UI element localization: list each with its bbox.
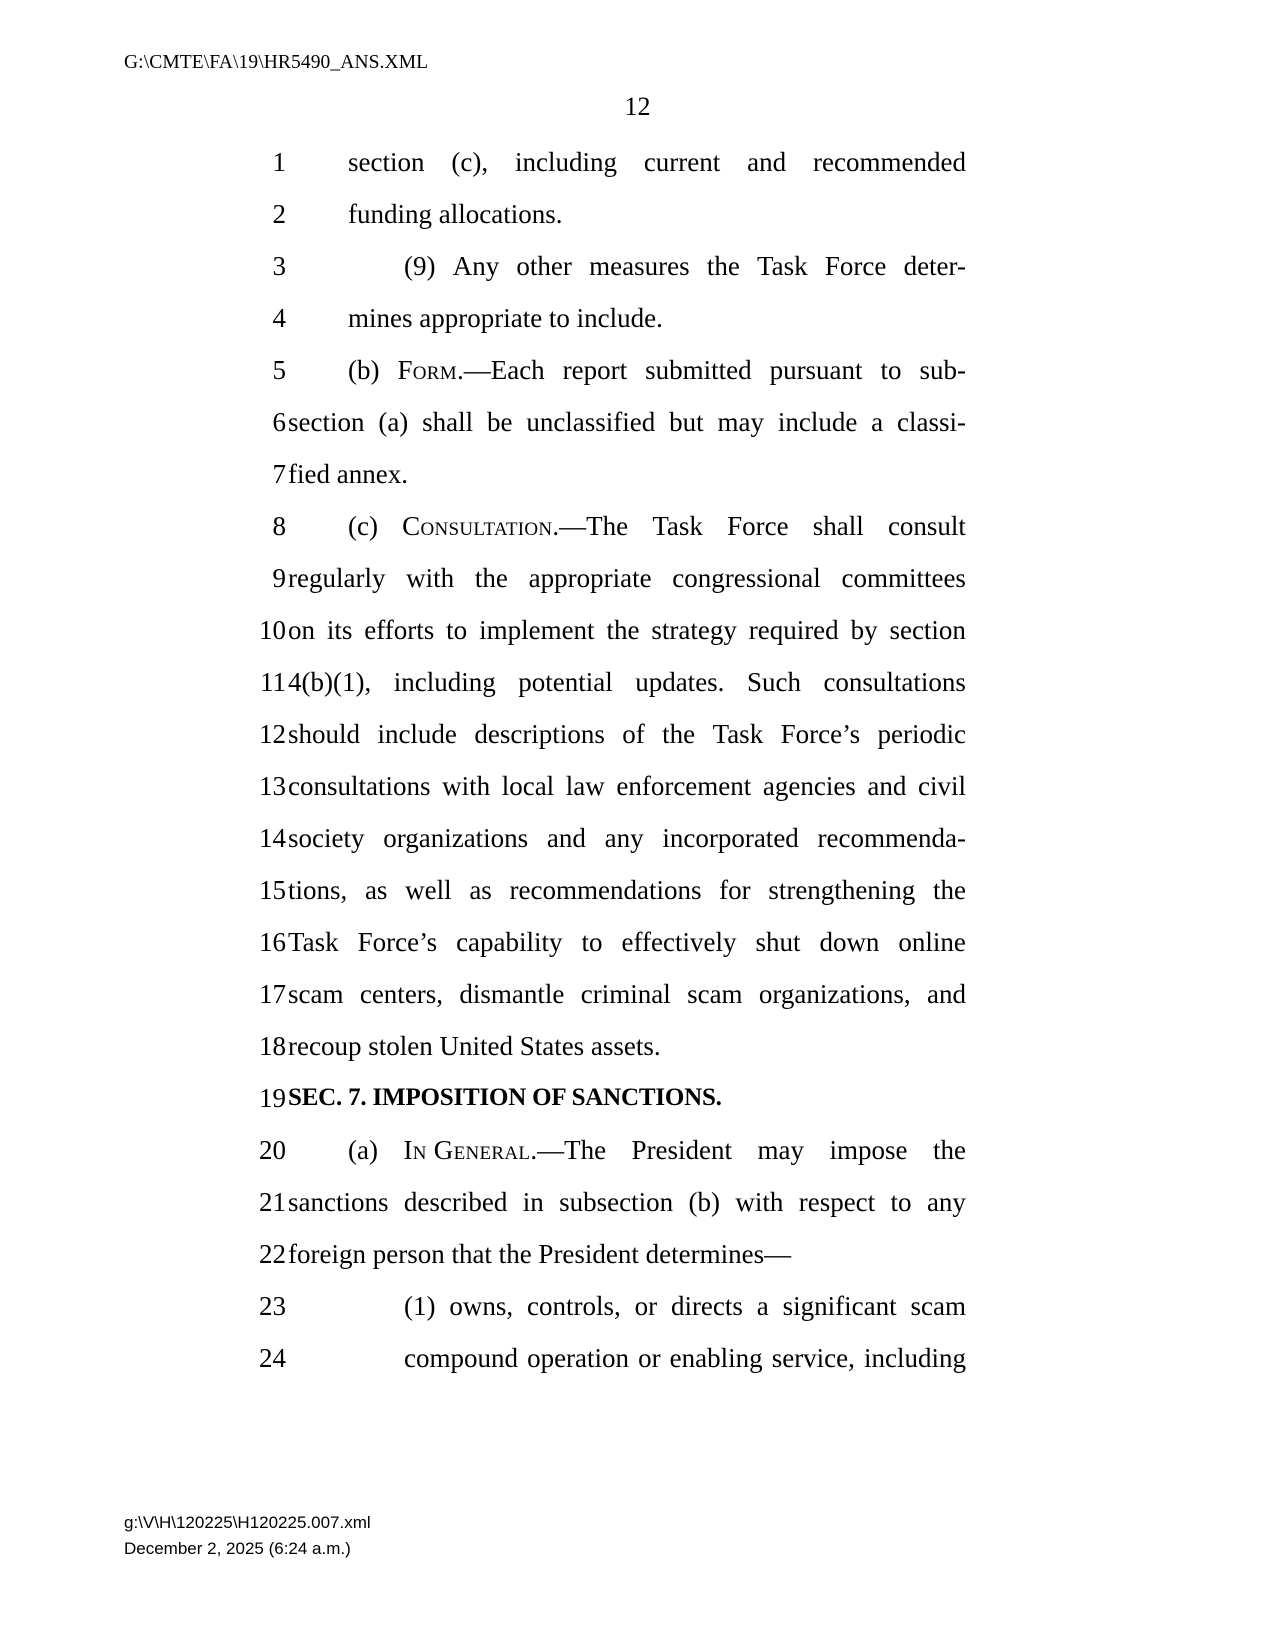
line-word: Force’s	[780, 719, 861, 749]
line-number: 6	[272, 407, 286, 437]
line-word: Form.—Each	[397, 355, 545, 385]
line-word: consult	[887, 511, 966, 541]
line-word: in	[522, 1187, 544, 1217]
line-word: enabling	[669, 1343, 763, 1373]
line-text	[288, 292, 966, 344]
line-text	[288, 604, 966, 656]
bill-line	[0, 500, 1275, 552]
line-word: and	[546, 823, 586, 853]
line-word: to	[581, 927, 603, 957]
line-number: 7	[272, 459, 286, 489]
line-word: implement	[479, 615, 595, 645]
line-word: strategy	[651, 615, 737, 645]
line-word: scam	[687, 979, 743, 1009]
line-content: funding allocations.	[348, 199, 563, 229]
line-number: 5	[272, 355, 286, 385]
line-word: measures	[589, 251, 690, 281]
line-number: 20	[259, 1135, 286, 1165]
line-word: enforcement	[616, 771, 752, 801]
line-word: descriptions	[474, 719, 605, 749]
line-text	[288, 1228, 966, 1280]
line-word: sub-	[919, 355, 966, 385]
footer-file-path: g:\V\H\120225\H120225.007.xml	[124, 1513, 371, 1532]
line-content: recoup stolen United States assets.	[288, 1031, 661, 1061]
line-word: the	[932, 1135, 966, 1165]
line-word: shut	[755, 927, 801, 957]
line-word: criminal	[580, 979, 671, 1009]
line-word: directs	[670, 1291, 743, 1321]
line-word: sanctions	[288, 1187, 389, 1217]
line-number: 24	[259, 1343, 286, 1373]
bill-line	[0, 1332, 1275, 1384]
line-word: owns,	[449, 1291, 514, 1321]
line-word: efforts	[364, 615, 435, 645]
line-word: Force’s	[357, 927, 438, 957]
line-word: Force	[824, 251, 887, 281]
document-header-path: G:\CMTE\FA\19\HR5490_ANS.XML	[124, 52, 429, 73]
line-word: President	[631, 1135, 733, 1165]
line-word: Task	[712, 719, 764, 749]
line-word: Any	[452, 251, 500, 281]
line-word: scam	[910, 1291, 966, 1321]
line-word: (c)	[348, 511, 378, 541]
bill-line	[0, 136, 1275, 188]
line-word: the	[706, 251, 740, 281]
line-word: significant	[782, 1291, 897, 1321]
line-text	[288, 968, 966, 1020]
line-text	[288, 708, 966, 760]
line-number: 14	[259, 823, 286, 853]
line-word: and	[867, 771, 907, 801]
line-word: other	[516, 251, 572, 281]
line-word: Force	[727, 511, 789, 541]
bill-line	[0, 396, 1275, 448]
line-word: by	[850, 615, 878, 645]
line-number: 3	[272, 251, 286, 281]
line-word: local	[501, 771, 555, 801]
line-word: to	[880, 355, 902, 385]
line-word: impose	[829, 1135, 908, 1165]
line-text	[288, 760, 966, 812]
line-word: incorporated	[662, 823, 799, 853]
line-word: Task	[757, 251, 808, 281]
line-text	[288, 552, 966, 604]
line-word: Task	[288, 927, 339, 957]
line-word: (a)	[378, 407, 409, 437]
line-word: classi-	[896, 407, 966, 437]
line-word: shall	[812, 511, 864, 541]
line-number: 1	[272, 147, 286, 177]
line-word: with	[735, 1187, 784, 1217]
line-word: organizations	[383, 823, 529, 853]
line-text	[288, 396, 966, 448]
bill-line	[0, 604, 1275, 656]
line-text	[288, 1124, 966, 1176]
line-word: effectively	[621, 927, 737, 957]
line-word: to	[890, 1187, 912, 1217]
bill-line	[0, 1124, 1275, 1176]
line-word: appropriate	[528, 563, 652, 593]
small-caps-term: Consultation	[402, 511, 553, 541]
line-text	[288, 136, 966, 188]
line-word: including	[393, 667, 496, 697]
line-word: periodic	[877, 719, 966, 749]
line-word: include	[377, 719, 457, 749]
line-word: subsection	[559, 1187, 674, 1217]
line-text	[288, 864, 966, 916]
bill-line	[0, 812, 1275, 864]
line-number: 13	[259, 771, 286, 801]
line-word: well	[405, 875, 452, 905]
line-word: committees	[841, 563, 966, 593]
line-word: section	[348, 147, 425, 177]
line-word: for	[719, 875, 751, 905]
line-word: consultations	[288, 771, 431, 801]
page-number: 12	[624, 92, 651, 121]
line-text	[288, 656, 966, 708]
line-number: 18	[259, 1031, 286, 1061]
line-word: (b)	[688, 1187, 720, 1217]
line-word: include	[777, 407, 858, 437]
line-text	[288, 344, 966, 396]
line-word: as	[364, 875, 388, 905]
bill-line	[0, 656, 1275, 708]
line-number: 9	[272, 563, 286, 593]
line-number: 19	[259, 1083, 286, 1113]
line-number: 11	[260, 667, 286, 697]
line-word: a	[756, 1291, 769, 1321]
line-word: but	[669, 407, 704, 437]
line-word: Consultation.—The	[402, 511, 629, 541]
line-word: required	[748, 615, 839, 645]
line-word: with	[442, 771, 491, 801]
line-word: the	[662, 719, 696, 749]
line-text	[288, 188, 966, 240]
bill-line	[0, 1228, 1275, 1280]
line-word: described	[403, 1187, 508, 1217]
bill-line	[0, 448, 1275, 500]
bill-line	[0, 188, 1275, 240]
line-word: current	[643, 147, 721, 177]
line-word: shall	[422, 407, 474, 437]
bill-line	[0, 1176, 1275, 1228]
line-word: (9)	[404, 251, 436, 281]
line-word: respect	[798, 1187, 876, 1217]
line-word: (1)	[404, 1291, 436, 1321]
line-text	[288, 240, 966, 292]
bill-line	[0, 552, 1275, 604]
line-word: dismantle	[459, 979, 565, 1009]
line-word: controls,	[526, 1291, 621, 1321]
line-word: society	[288, 823, 365, 853]
line-word: be	[486, 407, 513, 437]
bill-line	[0, 968, 1275, 1020]
line-word: on	[288, 615, 315, 645]
bill-line	[0, 1280, 1275, 1332]
line-word: a	[871, 407, 884, 437]
line-word: online	[898, 927, 966, 957]
line-word: law	[565, 771, 605, 801]
line-word: consultations	[823, 667, 966, 697]
line-word: section	[288, 407, 365, 437]
line-word: submitted	[645, 355, 752, 385]
line-word: or	[634, 1291, 658, 1321]
line-word: compound	[404, 1343, 518, 1373]
line-word: congressional	[672, 563, 821, 593]
line-word: tions,	[288, 875, 348, 905]
line-text	[288, 1280, 966, 1332]
line-word: 4(b)(1),	[288, 667, 372, 697]
line-content: fied annex.	[288, 459, 408, 489]
bill-line	[0, 760, 1275, 812]
line-word: civil	[918, 771, 966, 801]
line-word: and	[747, 147, 787, 177]
line-word: as	[469, 875, 492, 905]
line-word: and	[927, 979, 966, 1009]
line-word: report	[562, 355, 628, 385]
line-text	[288, 448, 966, 500]
bill-line	[0, 864, 1275, 916]
line-word: centers,	[359, 979, 444, 1009]
line-word: with	[406, 563, 455, 593]
line-word: including	[863, 1343, 966, 1373]
bill-line	[0, 1072, 1275, 1124]
line-text	[288, 812, 966, 864]
line-word: the	[474, 563, 508, 593]
line-text	[288, 916, 966, 968]
line-word: recommenda-	[817, 823, 966, 853]
line-word: (a)	[348, 1135, 378, 1165]
footer-timestamp: December 2, 2025 (6:24 a.m.)	[124, 1539, 351, 1558]
line-content: foreign person that the President determines—	[288, 1239, 792, 1269]
line-word: (b)	[348, 355, 380, 385]
line-text	[288, 1176, 966, 1228]
line-word: recommended	[813, 147, 966, 177]
line-word: or	[638, 1343, 661, 1373]
line-word: recommendations	[509, 875, 702, 905]
line-word: its	[326, 615, 353, 645]
line-number: 8	[272, 511, 286, 541]
line-number: 15	[259, 875, 286, 905]
line-word: organizations,	[758, 979, 911, 1009]
line-word: any	[926, 1187, 966, 1217]
line-word: should	[288, 719, 361, 749]
line-word: scam	[288, 979, 344, 1009]
line-word: operation	[527, 1343, 630, 1373]
small-caps-term: Form	[397, 355, 457, 385]
line-number: 23	[259, 1291, 286, 1321]
line-word: to	[446, 615, 468, 645]
line-word: strengthening	[768, 875, 916, 905]
line-number: 2	[272, 199, 286, 229]
line-number: 10	[259, 615, 286, 645]
line-text	[288, 1072, 966, 1124]
line-word: (c),	[451, 147, 489, 177]
line-word: Task	[652, 511, 703, 541]
bill-line	[0, 708, 1275, 760]
line-word: unclassified	[526, 407, 656, 437]
bill-line	[0, 292, 1275, 344]
line-word: including	[514, 147, 617, 177]
bill-line	[0, 344, 1275, 396]
section-heading: SEC. 7. IMPOSITION OF SANCTIONS.	[288, 1084, 722, 1111]
line-text	[288, 1020, 966, 1072]
bill-line	[0, 916, 1275, 968]
line-number: 17	[259, 979, 286, 1009]
line-word: may	[757, 1135, 805, 1165]
line-word: regularly	[288, 563, 386, 593]
line-word: updates.	[635, 667, 725, 697]
line-word: potential	[518, 667, 613, 697]
line-word: pursuant	[769, 355, 863, 385]
line-number: 16	[259, 927, 286, 957]
line-word: deter-	[903, 251, 966, 281]
line-content: mines appropriate to include.	[348, 303, 663, 333]
line-text	[288, 500, 966, 552]
line-word: may	[717, 407, 764, 437]
line-word: the	[606, 615, 640, 645]
line-word: any	[604, 823, 644, 853]
line-text	[288, 1332, 966, 1384]
line-word: In General.—The	[403, 1135, 607, 1165]
small-caps-term: In General	[403, 1135, 531, 1165]
line-word: the	[933, 875, 966, 905]
line-word: of	[622, 719, 645, 749]
line-word: Such	[746, 667, 801, 697]
bill-line	[0, 240, 1275, 292]
line-number: 12	[259, 719, 286, 749]
line-word: service,	[771, 1343, 855, 1373]
line-word: down	[819, 927, 880, 957]
line-word: section	[889, 615, 966, 645]
document-footer	[124, 1510, 371, 1562]
line-number: 21	[259, 1187, 286, 1217]
line-word: capability	[456, 927, 563, 957]
line-word: agencies	[762, 771, 856, 801]
line-number: 4	[272, 303, 286, 333]
bill-line	[0, 1020, 1275, 1072]
line-number: 22	[259, 1239, 286, 1269]
bill-text-body	[0, 136, 1275, 1384]
